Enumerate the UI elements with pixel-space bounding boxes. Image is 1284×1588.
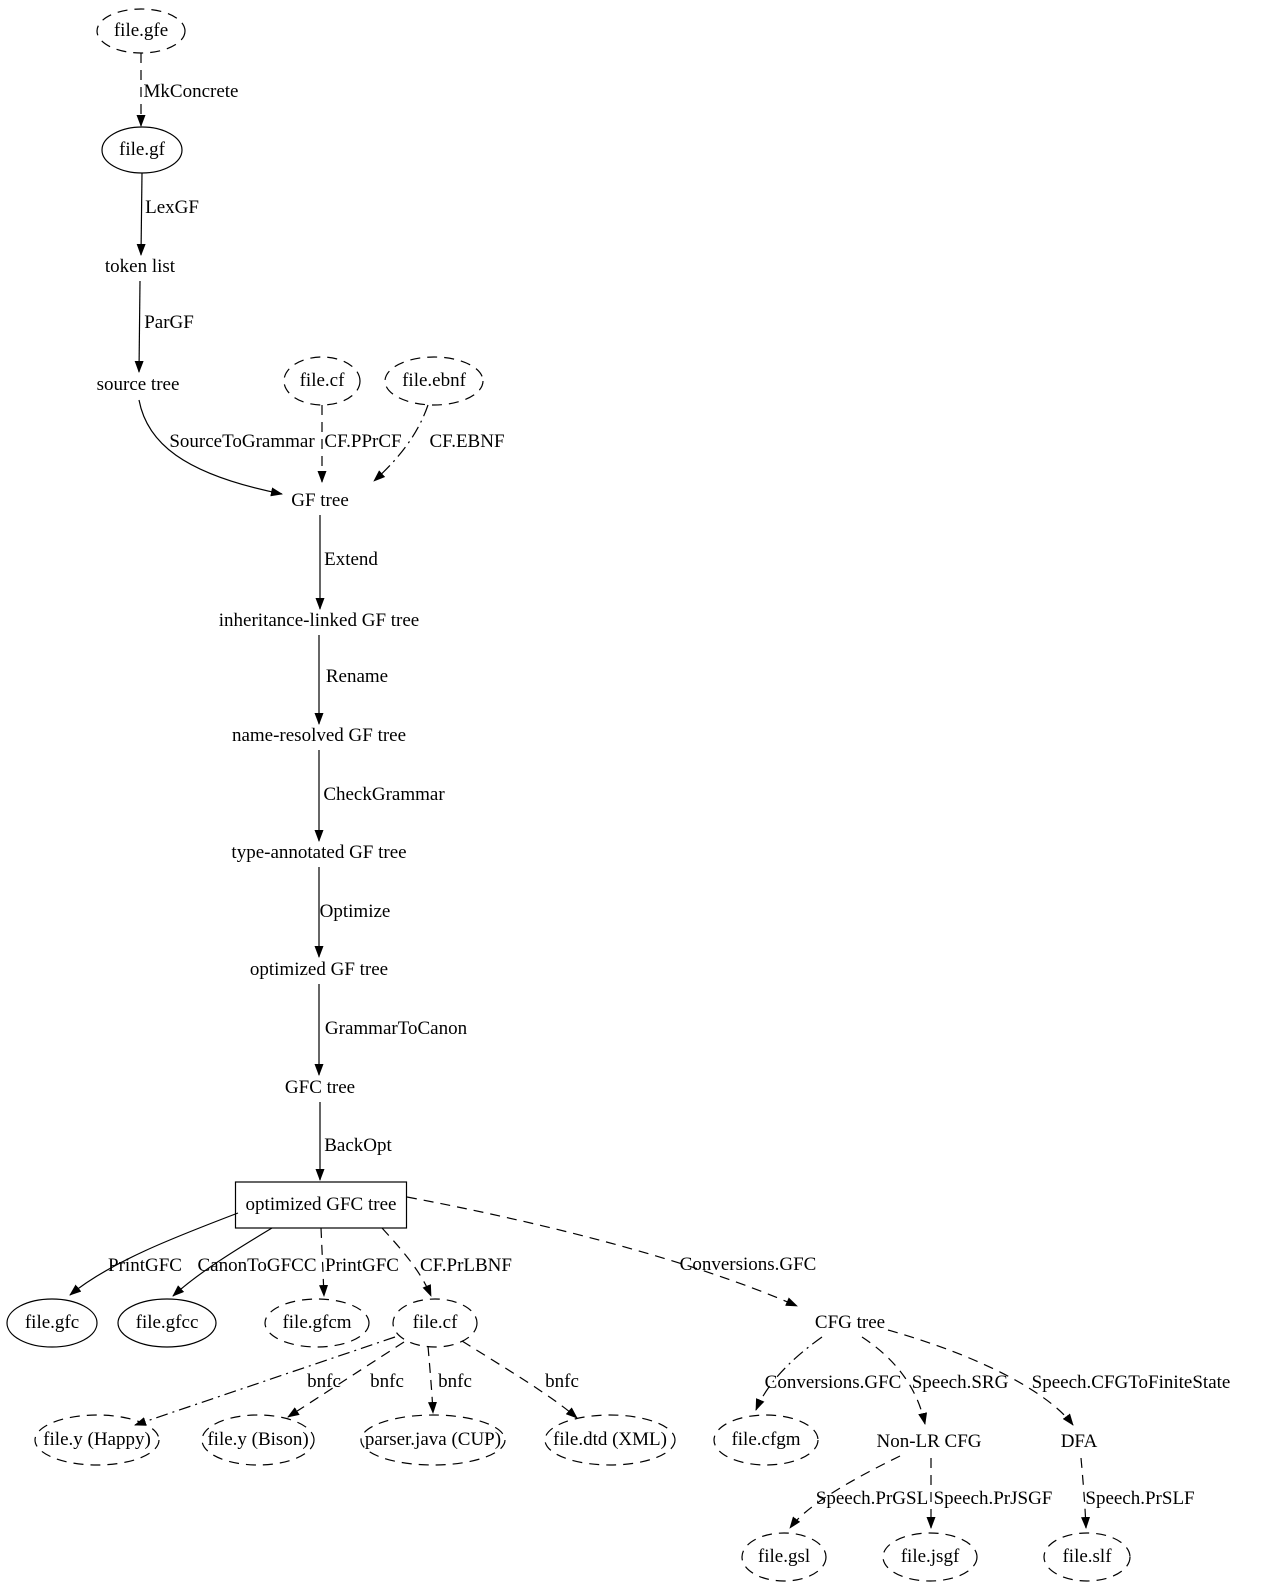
node-label-gf-tree: GF tree: [291, 490, 349, 512]
node-label-file-gsl: file.gsl: [757, 1546, 811, 1568]
node-label-gfc-tree: GFC tree: [284, 1077, 356, 1099]
node-label-file-gf: file.gf: [119, 139, 165, 161]
node-label-token-list: token list: [104, 256, 176, 278]
edge-label-cf-prlbnf: CF.PrLBNF: [420, 1255, 512, 1277]
node-label-optimized-gfc-tree: optimized GFC tree: [245, 1194, 397, 1216]
node-label-file-dtd-xml: file.dtd (XML): [553, 1429, 667, 1451]
edge-label-printgfc-2: PrintGFC: [325, 1255, 399, 1277]
edge-label-speech-prjsgf: Speech.PrJSGF: [933, 1488, 1053, 1510]
edge-label-conversions-gfc-2: Conversions.GFC: [764, 1372, 902, 1394]
node-label-file-jsgf: file.jsgf: [900, 1546, 960, 1568]
node-label-file-gfcm: file.gfcm: [282, 1312, 352, 1334]
node-label-source-tree: source tree: [96, 374, 180, 396]
edge-label-mkconcrete: MkConcrete: [143, 81, 239, 103]
node-label-dfa: DFA: [1060, 1431, 1098, 1453]
edge-label-printgfc-1: PrintGFC: [108, 1255, 182, 1277]
edge-label-grammartocanon: GrammarToCanon: [324, 1018, 468, 1040]
edge-label-checkgrammar: CheckGrammar: [323, 784, 445, 806]
edge-label-cf-pprcf: CF.PPrCF: [324, 431, 402, 453]
edge-label-cf-ebnf: CF.EBNF: [429, 431, 505, 453]
node-label-file-y-bison: file.y (Bison): [207, 1429, 309, 1451]
node-label-parser-java-cup: parser.java (CUP): [364, 1429, 502, 1451]
edge-label-speech-srg: Speech.SRG: [911, 1372, 1009, 1394]
edge-label-bnfc-happy: bnfc: [307, 1371, 341, 1393]
edge-label-canontogfcc: CanonToGFCC: [197, 1255, 317, 1277]
edge-label-bnfc-cup: bnfc: [438, 1371, 472, 1393]
edge-path-layer: [70, 53, 1086, 1528]
node-label-inheritance-linked-gf-tree: inheritance-linked GF tree: [218, 610, 420, 632]
node-label-cfg-tree: CFG tree: [814, 1312, 886, 1334]
edge-file-cf-to-file-y-happy: [135, 1337, 395, 1425]
node-label-name-resolved-gf-tree: name-resolved GF tree: [231, 725, 407, 747]
edge-label-bnfc-xml: bnfc: [545, 1371, 579, 1393]
edge-label-speech-prslf: Speech.PrSLF: [1085, 1488, 1195, 1510]
edge-label-lexgf: LexGF: [145, 197, 199, 219]
node-label-file-y-happy: file.y (Happy): [43, 1429, 151, 1451]
edge-file-cf-to-parser-java: [428, 1346, 433, 1413]
edge-box-to-cfg-tree: [407, 1197, 797, 1306]
node-label-file-gfe: file.gfe: [113, 20, 169, 42]
node-shape-layer: [7, 9, 1130, 1581]
node-label-non-lr-cfg: Non-LR CFG: [876, 1431, 982, 1453]
node-label-file-slf: file.slf: [1062, 1546, 1112, 1568]
edge-label-conversions-gfc-1: Conversions.GFC: [679, 1254, 817, 1276]
edge-label-speech-prgsl: Speech.PrGSL: [815, 1488, 929, 1510]
node-label-file-ebnf: file.ebnf: [402, 370, 466, 392]
edge-label-extend: Extend: [324, 549, 378, 571]
edge-label-sourcetogrammar: SourceToGrammar: [169, 431, 315, 453]
node-label-type-annotated-gf-tree: type-annotated GF tree: [231, 842, 407, 864]
edge-label-rename: Rename: [325, 666, 389, 688]
edge-label-bnfc-bison: bnfc: [370, 1371, 404, 1393]
node-label-file-gfc: file.gfc: [24, 1312, 80, 1334]
edge-label-optimize: Optimize: [319, 901, 391, 923]
node-label-file-cfgm: file.cfgm: [731, 1429, 801, 1451]
node-label-file-gfcc: file.gfcc: [135, 1312, 199, 1334]
edge-box-to-file-gfc: [70, 1213, 238, 1295]
node-label-optimized-gf-tree: optimized GF tree: [249, 959, 389, 981]
edge-label-pargf: ParGF: [144, 312, 194, 334]
edge-file-gf-to-token-list: [141, 173, 142, 255]
edge-label-speech-cfgtofinitestate: Speech.CFGToFiniteState: [1031, 1372, 1231, 1394]
edge-token-list-to-source-tree: [139, 281, 140, 372]
edge-box-to-file-gfcm: [321, 1228, 324, 1296]
edge-label-backopt: BackOpt: [324, 1135, 392, 1157]
node-label-file-cf-top: file.cf: [299, 370, 345, 392]
node-label-file-cf-bottom: file.cf: [412, 1312, 458, 1334]
